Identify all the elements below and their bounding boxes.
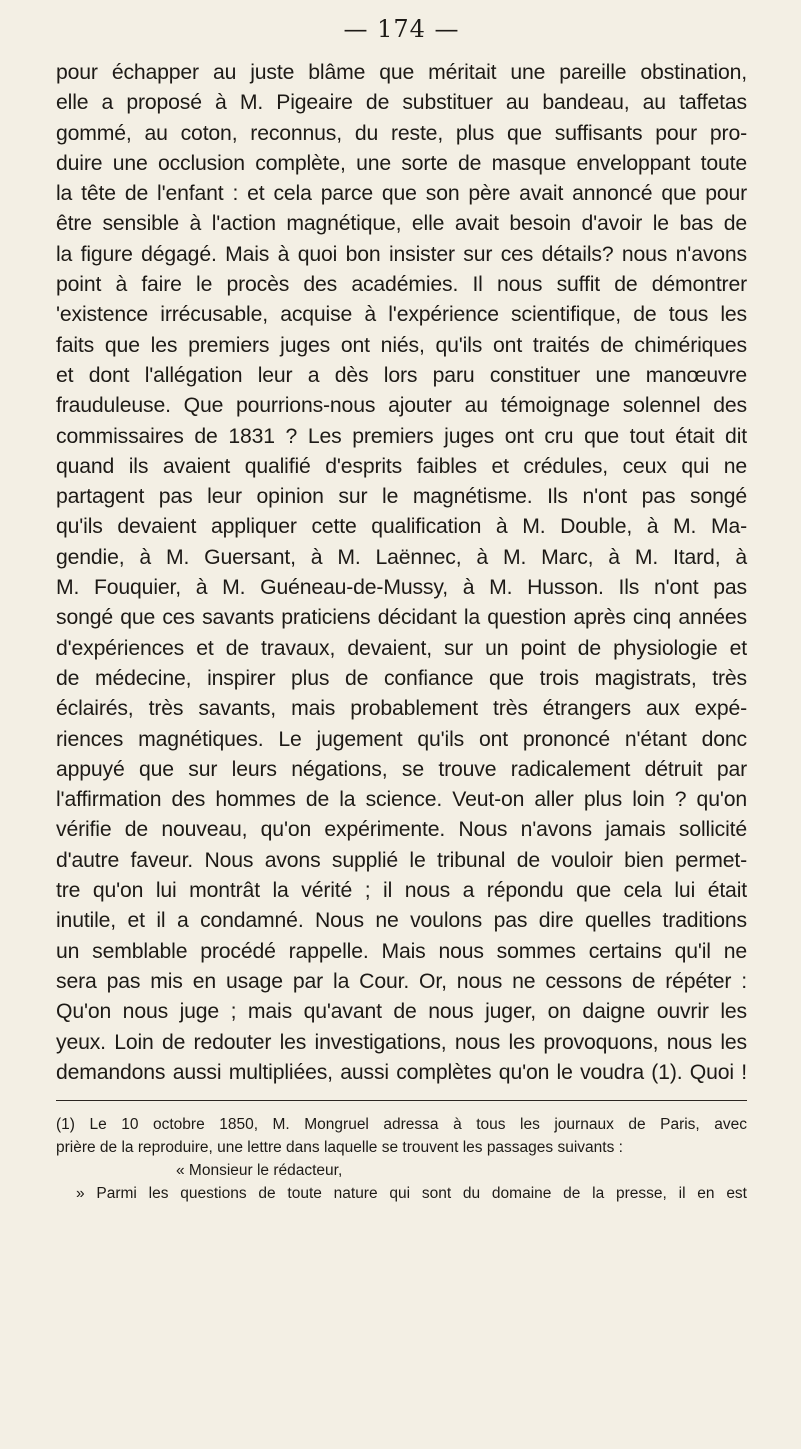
text-line: éclairés, très savants, mais probablement très étrangers aux expé- [56, 697, 747, 721]
text-line: yeux. Loin de redouter les investigations, nous les provoquons, nous les [56, 1030, 747, 1054]
footnote-line: » Parmi les questions de toute nature qui sont du domaine de la presse, il en est [76, 1185, 747, 1203]
text-line: d'expériences et de travaux, devaient, sur un point de physiologie et [56, 636, 747, 660]
text-line: duire une occlusion complète, une sorte de masque enveloppant toute [56, 151, 747, 175]
text-line: elle a proposé à M. Pigeaire de substituer au bandeau, au taffetas [56, 91, 747, 115]
footnote [56, 1113, 747, 1205]
footnote-divider [56, 1100, 747, 1101]
text-line: 'existence irrécusable, acquise à l'expérience scientifique, de tous les [56, 303, 747, 327]
text-line: être sensible à l'action magnétique, elle avait besoin d'avoir le bas de [56, 212, 747, 236]
text-line: Qu'on nous juge ; mais qu'avant de nous juger, on daigne ouvrir les [56, 1000, 747, 1024]
text-line: frauduleuse. Que pourrions-nous ajouter au témoignage solennel des [56, 394, 747, 418]
text-line: partagent pas leur opinion sur le magnétisme. Ils n'ont pas songé [56, 485, 747, 509]
text-line: riences magnétiques. Le jugement qu'ils ont prononcé n'étant donc [56, 727, 747, 751]
text-line: faits que les premiers juges ont niés, qu'ils ont traités de chimériques [56, 333, 747, 357]
text-line: tre qu'on lui montrât la vérité ; il nous a répondu que cela lui était [56, 879, 747, 903]
footnote-line: prière de la reproduire, une lettre dans laquelle se trouvent les passages suivants : [56, 1139, 623, 1157]
text-line: vérifie de nouveau, qu'on expérimente. Nous n'avons jamais sollicité [56, 818, 747, 842]
text-line: la figure dégagé. Mais à quoi bon insister sur ces détails? nous n'avons [56, 242, 747, 266]
text-line: sera pas mis en usage par la Cour. Or, nous ne cessons de répéter : [56, 969, 747, 993]
text-line: gendie, à M. Guersant, à M. Laënnec, à M. Marc, à M. Itard, à [56, 545, 747, 569]
text-line: un semblable procédé rappelle. Mais nous sommes certains qu'il ne [56, 939, 747, 963]
text-line: appuyé que sur leurs négations, se trouve radicalement détruit par [56, 757, 747, 781]
text-line: la tête de l'enfant : et cela parce que son père avait annoncé que pour [56, 182, 747, 206]
text-line: commissaires de 1831 ? Les premiers juges ont cru que tout était dit [56, 424, 747, 448]
text-line: qu'ils devaient appliquer cette qualification à M. Double, à M. Ma- [56, 515, 747, 539]
text-line: pour échapper au juste blâme que méritait une pareille obstination, [56, 61, 747, 84]
text-line: d'autre faveur. Nous avons supplié le tribunal de vouloir bien permet- [56, 848, 747, 872]
text-line: songé que ces savants praticiens décidant la question après cinq années [56, 606, 747, 630]
text-line: quand ils avaient qualifié d'esprits faibles et crédules, ceux qui ne [56, 454, 747, 478]
text-line: et dont l'allégation leur a dès lors paru constituer une manœuvre [56, 363, 747, 387]
main-text [56, 58, 747, 1088]
text-line: demandons aussi multipliées, aussi complètes qu'on le voudra (1). Quoi ! [56, 1060, 747, 1084]
text-line: l'affirmation des hommes de la science. Veut-on aller plus loin ? qu'on [56, 788, 747, 812]
text-line: point à faire le procès des académies. Il nous suffit de démontrer [56, 273, 747, 297]
text-line: gommé, au coton, reconnus, du reste, plus que suffisants pour pro- [56, 121, 747, 145]
footnote-line: « Monsieur le rédacteur, [176, 1162, 343, 1180]
text-line: inutile, et il a condamné. Nous ne voulons pas dire quelles traditions [56, 909, 747, 933]
text-line: de médecine, inspirer plus de confiance que trois magistrats, très [56, 666, 747, 690]
footnote-line: (1) Le 10 octobre 1850, M. Mongruel adressa à tous les journaux de Paris, avec [56, 1116, 747, 1134]
text-line: M. Fouquier, à M. Guéneau-de-Mussy, à M. Husson. Ils n'ont pas [56, 576, 747, 600]
page-number: — 174 — [343, 15, 460, 43]
